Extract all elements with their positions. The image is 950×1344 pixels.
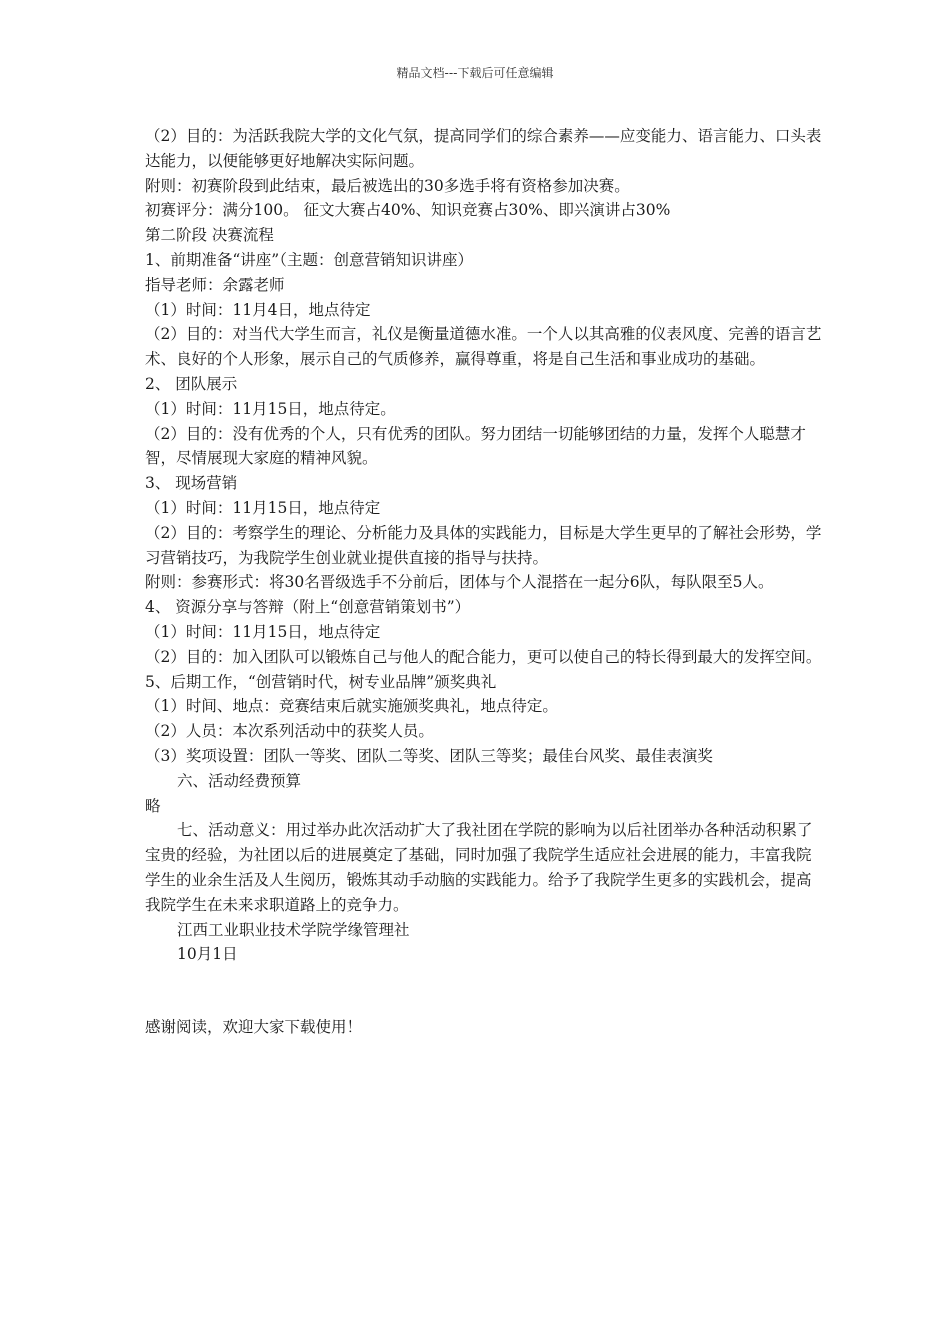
paragraph: 10月1日 [177,945,238,964]
paragraph: 初赛评分：满分100。 征文大赛占40%、知识竞赛占30%、即兴演讲占30% [145,201,671,220]
paragraph: 1、前期准备“讲座”（主题：创意营销知识讲座） [145,250,473,269]
paragraph: 附则：初赛阶段到此结束，最后被选出的30多选手将有资格参加决赛。 [145,176,630,195]
paragraph: （1）时间：11月15日，地点待定 [145,498,381,517]
paragraph: （2）目的：加入团队可以锻炼自己与他人的配合能力，更可以使自己的特长得到最大的发挥空间。 [145,647,822,666]
paragraph-list [145,124,825,967]
paragraph: （1）时间：11月15日，地点待定 [145,622,381,641]
paragraph: 第二阶段 决赛流程 [145,226,274,245]
paragraph: （2）目的：对当代大学生而言，礼仪是衡量道德水准。一个人以其高雅的仪表风度、完善的语言艺术、良好的个人形象，展示自己的气质修养，赢得尊重，将是自己生活和事业成功的基础。 [145,325,822,369]
paragraph: 略 [145,796,161,815]
paragraph: 附则：参赛形式：将30名晋级选手不分前后，团体与个人混搭在一起分6队，每队限至5人。 [145,573,774,592]
paragraph: 七、活动意义：用过举办此次活动扩大了我社团在学院的影响为以后社团举办各种活动积累了宝贵的经验，为社团以后的进展奠定了基础，同时加强了我院学生适应社会进展的能力，丰富我院学生的业余生活及人生阅历，锻炼其动手动脑的实践能力。给予了我院学生更多的实践机会，提高我院学生在未来求职道路上的竞争力。 [145,821,813,914]
paragraph: 4、 资源分享与答辩（附上“创意营销策划书”） [145,598,471,617]
paragraph: 5、后期工作，“创营销时代，树专业品牌”颁奖典礼 [145,672,497,691]
paragraph: 指导老师：余露老师 [145,275,285,294]
paragraph: 3、 现场营销 [145,474,238,493]
paragraph: （1）时间：11月4日，地点待定 [145,300,371,319]
paragraph: （1）时间、地点：竞赛结束后就实施颁奖典礼，地点待定。 [145,697,558,716]
paragraph: （2）人员：本次系列活动中的获奖人员。 [145,722,434,741]
document-body [145,124,825,1040]
page-header: 精品文档---下载后可任意编辑 [396,66,554,80]
paragraph: 江西工业职业技术学院学缘管理社 [177,920,410,939]
paragraph: （3）奖项设置：团队一等奖、团队二等奖、团队三等奖；最佳台风奖、最佳表演奖 [145,746,713,765]
paragraph: （2）目的：考察学生的理论、分析能力及具体的实践能力，目标是大学生更早的了解社会形势，学习营销技巧，为我院学生创业就业提供直接的指导与扶持。 [145,523,822,567]
closing-message: 感谢阅读，欢迎大家下载使用！ [145,1018,363,1037]
paragraph: 2、 团队展示 [145,374,238,393]
paragraph: （2）目的：没有优秀的个人，只有优秀的团队。努力团结一切能够团结的力量，发挥个人聪慧才智，尽情展现大家庭的精神风貌。 [145,424,806,468]
paragraph: 六、活动经费预算 [177,771,302,790]
spacer [145,967,825,1015]
paragraph: （1）时间：11月15日，地点待定。 [145,399,396,418]
paragraph: （2）目的：为活跃我院大学的文化气氛，提高同学们的综合素养——应变能力、语言能力、口头表达能力，以便能够更好地解决实际问题。 [145,127,822,170]
